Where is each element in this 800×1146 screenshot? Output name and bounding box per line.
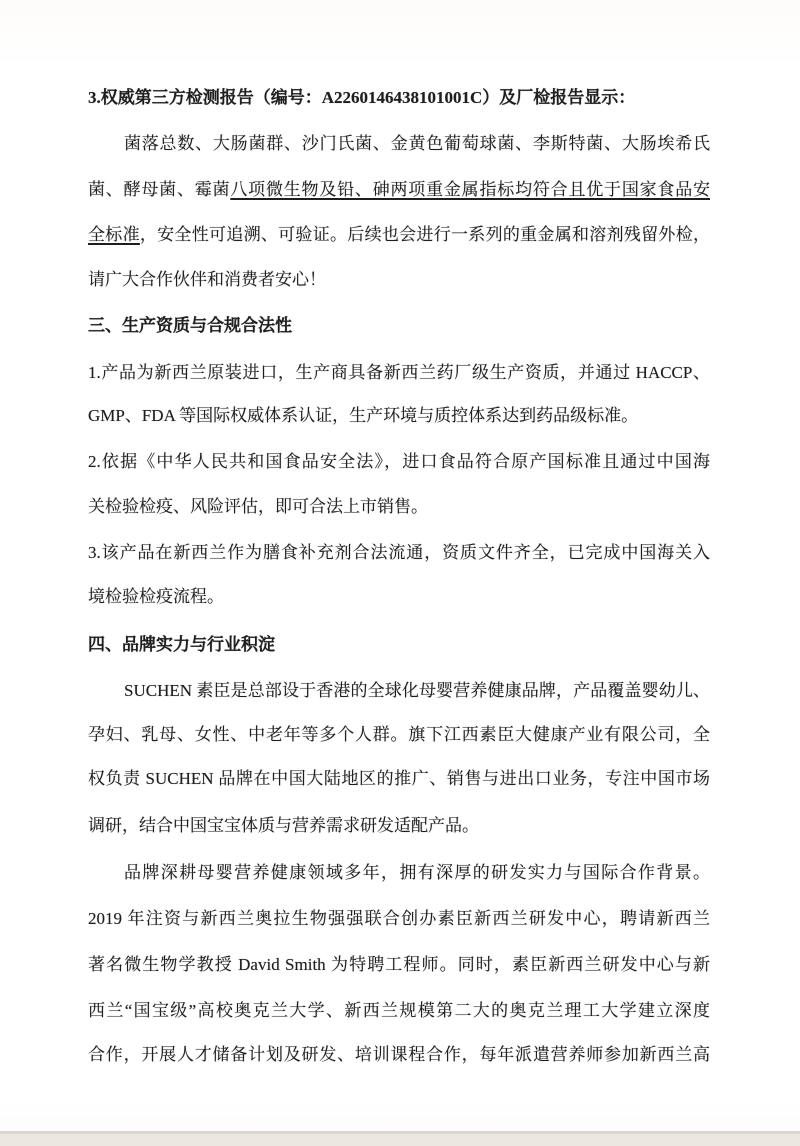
text-line — [88, 767, 710, 791]
text-run: GMP、FDA 等国际权威体系认证，生产环境与质控体系达到药品级标准。 — [88, 406, 639, 425]
text-line — [88, 679, 710, 703]
text-run: 合作，开展人才储备计划及研发、培训课程合作，每年派遣营养师参加新西兰高 — [88, 1045, 710, 1064]
text-line — [88, 953, 710, 977]
text-run: 菌落总数、大肠菌群、沙门氏菌、金黄色葡萄球菌、李斯特菌、大肠埃希氏 — [124, 134, 710, 153]
text-line — [88, 361, 710, 385]
underlined-text-run: 全标准 — [88, 225, 140, 244]
text-line — [88, 404, 710, 428]
text-run: 权负责 SUCHEN 品牌在中国大陆地区的推广、销售与进出口业务，专注中国市场 — [88, 769, 710, 788]
text-line — [88, 999, 710, 1023]
text-run: 西兰“国宝级”高校奥克兰大学、新西兰规模第二大的奥克兰理工大学建立深度 — [88, 1001, 710, 1020]
text-line — [88, 450, 710, 474]
text-run: 关检验检疫、风险评估，即可合法上市销售。 — [88, 497, 428, 516]
text-line — [88, 132, 710, 156]
text-run: ，安全性可追溯、可验证。后续也会进行一系列的重金属和溶剂残留外检， — [139, 225, 711, 244]
text-line — [88, 86, 710, 110]
section-heading — [88, 633, 710, 657]
text-run: SUCHEN 素臣是总部设于香港的全球化母婴营养健康品牌，产品覆盖婴幼儿、 — [124, 681, 710, 700]
text-line — [88, 585, 710, 609]
text-line — [88, 268, 710, 292]
text-run: 菌、酵母菌、霉菌 — [88, 180, 231, 199]
text-run: 品牌深耕母婴营养健康领域多年，拥有深厚的研发实力与国际合作背景。 — [124, 863, 710, 882]
text-run: 境检验检疫流程。 — [88, 587, 224, 606]
desk-background — [0, 1134, 800, 1146]
text-run: 三、生产资质与合规合法性 — [88, 316, 292, 335]
text-run: 2.依据《中华人民共和国食品安全法》，进口食品符合原产国标准且通过中国海 — [88, 452, 710, 471]
text-run: 孕妇、乳母、女性、中老年等多个人群。旗下江西素臣大健康产业有限公司，全 — [88, 725, 710, 744]
text-run: 请广大合作伙伴和消费者安心！ — [88, 270, 326, 289]
text-run: 著名微生物学教授 David Smith 为特聘工程师。同时，素臣新西兰研发中心与新 — [88, 955, 710, 974]
text-line — [88, 723, 710, 747]
text-line — [88, 814, 710, 838]
text-run: 3.权威第三方检测报告（编号：A2260146438101001C）及厂检报告显示： — [88, 88, 636, 107]
text-line — [88, 178, 710, 202]
text-line — [88, 861, 710, 885]
text-run: 1.产品为新西兰原装进口，生产商具备新西兰药厂级生产资质，并通过 HACCP、 — [88, 363, 710, 382]
text-line — [88, 541, 710, 565]
text-line — [88, 1043, 710, 1067]
underlined-text-run: 八项微生物及铅、砷两项重金属指标均符合且优于国家食品安 — [230, 180, 711, 199]
text-line — [88, 495, 710, 519]
text-run: 2019 年注资与新西兰奥拉生物强强联合创办素臣新西兰研发中心，聘请新西兰 — [88, 909, 710, 928]
text-line — [88, 907, 710, 931]
text-line — [88, 223, 710, 247]
text-run: 调研，结合中国宝宝体质与营养需求研发适配产品。 — [88, 816, 479, 835]
section-heading — [88, 314, 710, 338]
text-run: 四、品牌实力与行业积淀 — [88, 635, 275, 654]
text-run: 3.该产品在新西兰作为膳食补充剂合法流通，资质文件齐全，已完成中国海关入 — [88, 543, 710, 562]
